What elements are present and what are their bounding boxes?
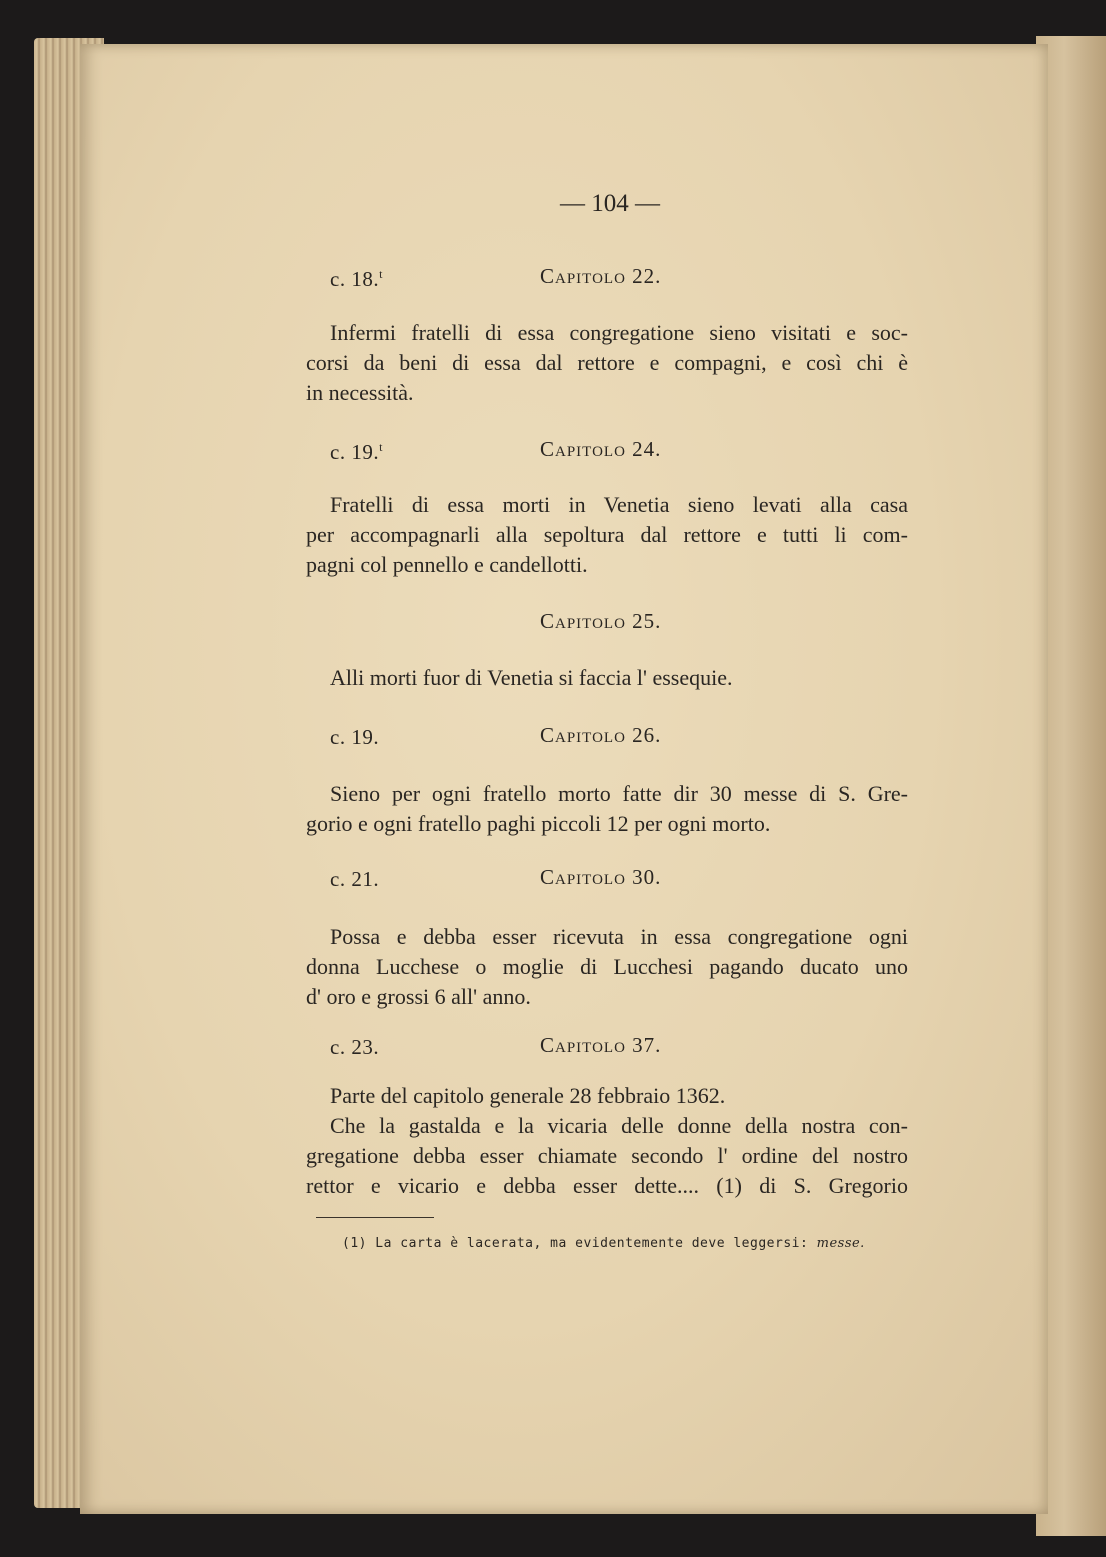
chapter-heading: Capitolo 22. — [540, 264, 662, 288]
page-number: — 104 — — [560, 190, 660, 217]
chapter-heading: Capitolo 30. — [540, 865, 662, 889]
chapter-text: Alli morti fuor di Venetia si faccia l' essequie. — [330, 665, 733, 690]
chapter-heading: Capitolo 37. — [540, 1033, 662, 1057]
chapter-heading: Capitolo 26. — [540, 723, 662, 747]
footnote: (1) La carta è lacerata, ma evidentemente deve leggersi: messe. — [342, 1236, 865, 1251]
chapter-heading: Capitolo 24. — [540, 437, 662, 461]
archive-reference: c. 19.$^t$ — [330, 440, 383, 464]
archive-reference: c. 18.$^t$ — [330, 267, 383, 291]
footnote-rule — [316, 1217, 434, 1218]
archive-reference: c. 19. — [330, 725, 380, 749]
chapter-text: Parte del capitolo generale 28 febbraio 1362. Che la gastalda e la vicaria delle donne della nostra con- gregatione debba esser chiamate secondo l' ordine del nostro rettor e vicario e debba esser dette.... (1) di S. Gregorio — [306, 1083, 908, 1198]
chapter-text: Possa e debba esser ricevuta in essa congregatione ogni donna Lucchese o moglie di Lucchesi pagando ducato uno d' oro e grossi 6 all' anno. — [306, 924, 908, 1009]
archive-reference: c. 21. — [330, 867, 380, 891]
archive-reference: c. 23. — [330, 1035, 380, 1059]
chapter-text: Infermi fratelli di essa congregatione sieno visitati e soc- corsi da beni di essa dal rettore e compagni, e così chi è in necessità. — [306, 320, 908, 405]
chapter-heading: Capitolo 25. — [540, 609, 662, 633]
chapter-text: Sieno per ogni fratello morto fatte dir 30 messe di S. Gre- gorio e ogni fratello paghi piccoli 12 per ogni morto. — [306, 781, 908, 836]
chapter-text: Fratelli di essa morti in Venetia sieno levati alla casa per accompagnarli alla sepoltura dal rettore e tutti li com- pagni col pennello e candellotti. — [306, 492, 908, 577]
